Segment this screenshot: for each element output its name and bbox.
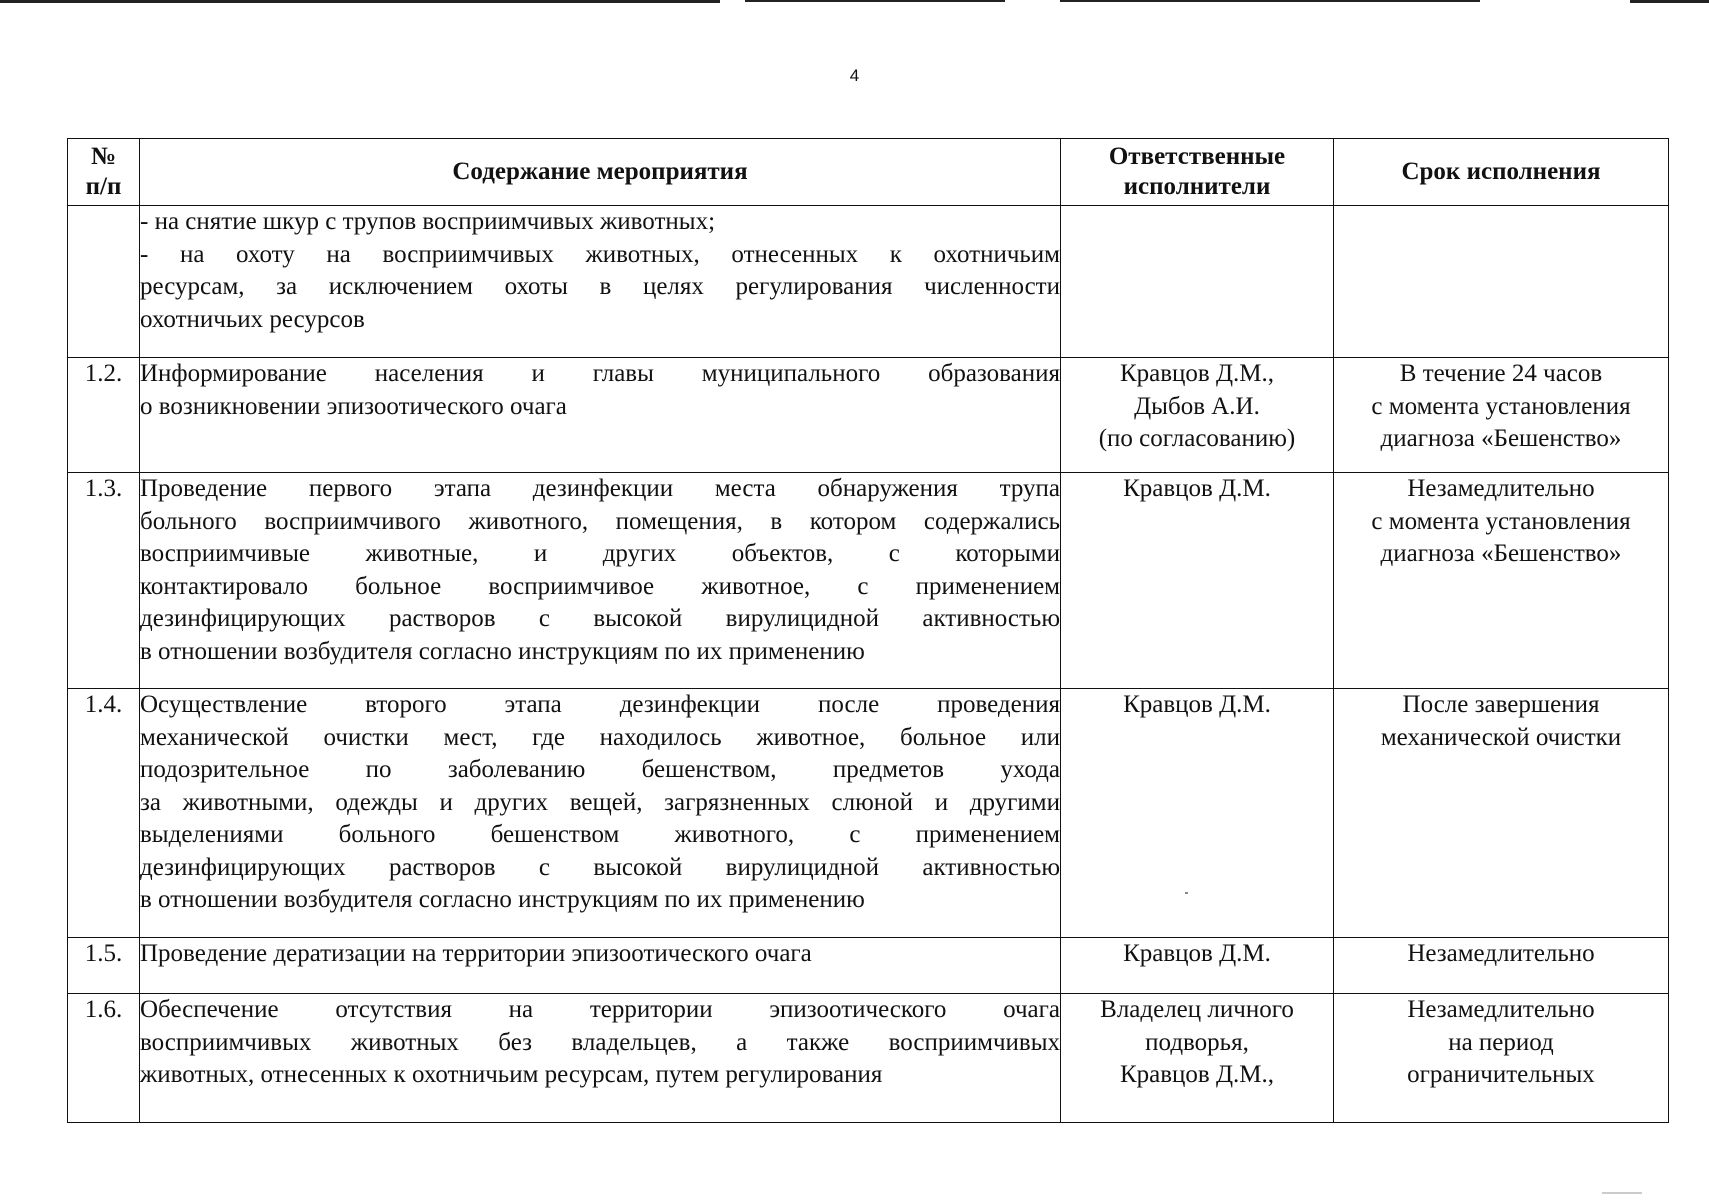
content-line: восприимчивые животные, и других объектов, с которыми [140,540,1060,567]
row-number: 1.3. [68,473,140,689]
content-line: контактировало больное восприимчивое животное, с применением [140,572,1060,600]
measure-content [140,994,1061,1123]
responsible-cell [1061,206,1334,358]
measure-content [140,689,1061,938]
header-term: Срок исполнения [1334,139,1669,206]
scan-speck [1185,892,1188,894]
term-cell [1334,994,1669,1123]
content-line: выделениями больного бешенством животного, с применением [140,821,1060,848]
content-line: животных, отнесенных к охотничьим ресурсам, путем регулирования [140,1061,883,1088]
measure-content [140,358,1061,473]
measure-content [140,206,1061,358]
responsible-line: Кравцов Д.М., [1119,1061,1275,1088]
scan-edge-line [745,0,1005,2]
content-line: Обеспечение отсутствия на территории эпизоотического очага [140,996,1060,1023]
responsible-line: Кравцов Д.М., [1119,360,1275,387]
content-line: в отношении возбудителя согласно инструкциям по их применению [140,886,865,913]
table-body [68,206,1669,1123]
term-line: с момента установления [1371,392,1631,420]
measure-content [140,473,1061,689]
row-number [68,206,140,358]
term-line: диагноза «Бешенство» [1380,425,1622,452]
content-line: Проведение первого этапа дезинфекции места обнаружения трупа [140,475,1060,502]
term-line: с момента установления [1371,507,1631,535]
term-line: После завершения [1402,691,1600,718]
responsible-line: (по согласованию) [1098,425,1296,452]
scan-margin-mark [1602,1192,1642,1194]
content-line: за животными, одежды и других вещей, загрязненных слюной и другими [140,788,1060,816]
content-line: о возникновении эпизоотического очага [140,392,567,420]
responsible-cell [1061,358,1334,473]
term-line: ограничительных [1407,1061,1595,1088]
responsible-cell [1061,473,1334,689]
table-row [68,473,1669,689]
content-line: Осуществление второго этапа дезинфекции после проведения [140,691,1060,718]
content-line: дезинфицирующих растворов с высокой вирулицидной активностью [140,605,1060,632]
table-row [68,358,1669,473]
table-row [68,689,1669,938]
responsible-line: Владелец личного [1100,996,1294,1023]
responsible-cell [1061,689,1334,938]
term-line: на период [1448,1028,1554,1056]
page-number: 4 [849,66,860,85]
term-cell [1334,938,1669,994]
table-row [68,994,1669,1123]
responsible-cell [1061,938,1334,994]
content-line: Информирование населения и главы муниципального образования [140,360,1060,387]
term-line: В течение 24 часов [1399,360,1603,387]
content-line: - на охоту на восприимчивых животных, отнесенных к охотничьим [140,240,1060,268]
responsible-cell [1061,994,1334,1123]
content-line: больного восприимчивого животного, помещения, в котором содержались [140,507,1060,535]
table-row [68,938,1669,994]
header-number: № п/п [68,139,140,206]
content-line: Проведение дератизации на территории эпизоотического очага [140,940,812,967]
table-row [68,206,1669,358]
measures-table [67,138,1669,1123]
content-line: восприимчивых животных без владельцев, а также восприимчивых [140,1028,1060,1056]
content-line: подозрительное по заболеванию бешенством, предметов ухода [140,756,1060,783]
content-line: ресурсам, за исключением охоты в целях регулирования численности [140,273,1060,300]
term-line: механической очистки [1380,723,1622,751]
scan-edge-line [1630,0,1709,3]
term-line: Незамедлительно [1407,940,1595,967]
header-responsible: Ответственные исполнители [1061,139,1334,206]
term-line: Незамедлительно [1407,475,1595,502]
row-number: 1.6. [68,994,140,1123]
term-cell [1334,689,1669,938]
term-cell [1334,206,1669,358]
content-line: в отношении возбудителя согласно инструкциям по их применению [140,637,865,665]
term-cell [1334,358,1669,473]
content-line: дезинфицирующих растворов с высокой вирулицидной активностью [140,853,1060,881]
content-line: - на снятие шкур с трупов восприимчивых животных; [140,208,716,235]
row-number: 1.2. [68,358,140,473]
row-number: 1.4. [68,689,140,938]
term-line: диагноза «Бешенство» [1380,540,1622,567]
responsible-line: Кравцов Д.М. [1123,475,1271,502]
responsible-line: Кравцов Д.М. [1123,691,1271,718]
responsible-line: подворья, [1145,1028,1249,1056]
measure-content [140,938,1061,994]
term-cell [1334,473,1669,689]
scan-edge-line [0,0,720,3]
content-line: охотничьих ресурсов [140,305,365,333]
term-line: Незамедлительно [1407,996,1595,1023]
header-content: Содержание мероприятия [140,139,1061,206]
content-line: механической очистки мест, где находилось животное, больное или [140,723,1060,751]
scan-edge-line [1060,0,1480,2]
table-header-row [68,139,1669,206]
responsible-line: Дыбов А.И. [1134,392,1260,420]
row-number: 1.5. [68,938,140,994]
responsible-line: Кравцов Д.М. [1123,940,1271,967]
